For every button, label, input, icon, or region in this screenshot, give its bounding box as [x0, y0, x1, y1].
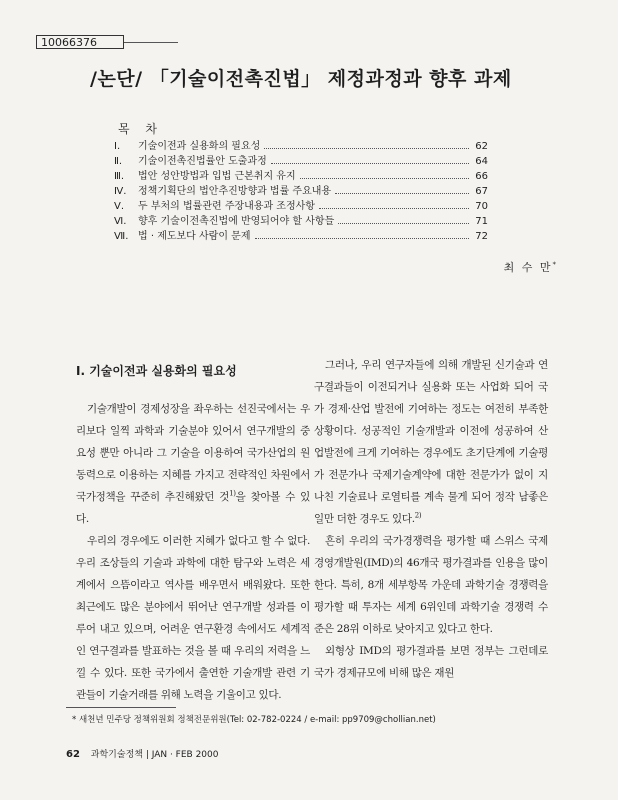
- footnote-ref[interactable]: 1): [229, 489, 236, 498]
- toc-leader-dots: [255, 238, 470, 239]
- toc-leader-dots: [264, 148, 469, 149]
- table-of-contents: [114, 137, 488, 242]
- right-column: [314, 354, 548, 684]
- toc-item-number: Ⅰ.: [114, 141, 121, 152]
- toc-item[interactable]: [114, 227, 488, 242]
- footnote-rule: [66, 707, 176, 708]
- body-paragraph: [76, 398, 310, 530]
- toc-item[interactable]: [114, 137, 488, 152]
- author-name-text: 최 수 만: [503, 261, 553, 274]
- toc-item-title: 향후 기술이전촉진법에 반영되어야 할 사항들: [138, 216, 335, 227]
- toc-item-number: Ⅱ.: [114, 156, 123, 167]
- toc-item-title: 기술이전촉진법률안 도출과정: [138, 156, 267, 167]
- toc-item-page: 62: [475, 141, 488, 152]
- journal-info: 과학기술정책 | JAN · FEB 2000: [90, 750, 219, 760]
- toc-leader-dots: [319, 208, 469, 209]
- paragraph-text: 기술개발이 경제성장을 좌우하는 선진국에서는 우리보다 일찍 과학과 기술분야 있어서 연구개발의 중요성 뿐만 아니라 그 기술을 이용하여 국가산업의 원동력으로 이용하는 지혜를 가지고 전략적인 차원에서 국가정책을 꾸준히 추진해왔던 것: [76, 403, 310, 503]
- body-paragraph: 우리의 경우에도 이러한 지혜가 없다고 할 수 없다. 우리 조상들의 기술과 과학에 대한 탐구와 노력은 세계에서 으뜸이라고 역사를 배우면서 배워왔다. 또한 최근에도 많은 분야에서 뛰어난 연구개발 성과를 이루어 내고 있으며, 어려운 연구환경 속에서도 세계적인 연구결과를 발표하는 것을 볼 때 우리의 저력을 느낄 수 있다. 또한 국가에서 출연한 기술개발 관련 기관들이 기술거래를 위해 노력을 기울이고 있다.: [76, 535, 310, 701]
- toc-item[interactable]: [114, 197, 488, 212]
- page-number: 62: [66, 749, 80, 760]
- toc-item-page: 64: [475, 156, 488, 167]
- toc-item[interactable]: [114, 182, 488, 197]
- toc-item[interactable]: [114, 167, 488, 182]
- section-heading: Ⅰ. 기술이전과 실용화의 필요성: [76, 364, 237, 378]
- author-footnote: * 새천년 민주당 정책위원회 정책전문위원(Tel: 02-782-0224 / e-mail: pp9709@chollian.net): [72, 715, 436, 725]
- toc-item-page: 72: [475, 231, 488, 242]
- toc-item[interactable]: [114, 212, 488, 227]
- toc-item-page: 67: [475, 186, 488, 197]
- toc-leader-dots: [271, 163, 469, 164]
- toc-item-title: 정책기획단의 법안추진방향과 법률 주요내용: [138, 186, 332, 197]
- toc-item-title: 기술이전과 실용화의 필요성: [138, 141, 261, 152]
- toc-item-page: 66: [475, 171, 488, 182]
- paragraph-text-tail: 을 찾아볼 수 있다.: [76, 491, 310, 525]
- toc-leader-dots: [335, 193, 469, 194]
- toc-item-number: Ⅲ.: [114, 171, 125, 182]
- toc-item-number: Ⅴ.: [114, 201, 125, 212]
- toc-item-title: 두 부처의 법률관련 주장내용과 조정사항: [138, 201, 315, 212]
- toc-item-number: Ⅶ.: [114, 231, 129, 242]
- toc-item-page: 70: [475, 201, 488, 212]
- footnote-ref[interactable]: 2): [414, 511, 422, 520]
- header-rule: [124, 42, 178, 43]
- left-column: [76, 398, 310, 706]
- document-id-box: [36, 35, 124, 49]
- toc-item-title: 법 · 제도보다 사람이 문제: [138, 231, 251, 242]
- toc-item-title: 법안 성안방법과 입법 근본취지 유지: [138, 171, 296, 182]
- document-id: 10066376: [41, 36, 97, 49]
- body-paragraph: [314, 354, 548, 530]
- toc-item-number: Ⅵ.: [114, 216, 127, 227]
- toc-item[interactable]: [114, 152, 488, 167]
- body-paragraph: 외형상 IMD의 평가결과를 보면 정부는 그런데로 국가 경제규모에 비해 많은 재원: [314, 645, 548, 679]
- paragraph-text: 그러나, 우리 연구자들에 의해 개발된 신기술과 연구결과들이 이전되거나 실용화 또는 사업화 되어 국가 경제·산업 발전에 기여하는 정도는 여전히 부족한 상황이다. 성공적인 기술개발과 이전에 성공하여 산업발전에 크게 기여하는 경우에도 초기단계에 기술평가 전문가나 국제기술계약에 대한 전문가가 없이 지나친 기술료나 로열티를 계속 물게 되어 정작 남좋은 일만 더한 경우도 있다.: [314, 359, 548, 525]
- author-name: [504, 259, 558, 275]
- toc-leader-dots: [300, 178, 469, 179]
- toc-item-page: 71: [475, 216, 488, 227]
- body-paragraph: 흔히 우리의 국가경쟁력을 평가할 때 스위스 국제경영개발원(IMD)의 46개국 평가결과를 인용을 많이 한다. 특히, 8개 세부항목 가운데 과학기술 경쟁력을 평가할 때 투자는 세계 6위인데 과학기술 경쟁력 수준은 28위 이하로 낮아지고 있다고 한다.: [314, 535, 548, 635]
- toc-heading: 목 차: [118, 122, 163, 136]
- toc-item-number: Ⅳ.: [114, 186, 127, 197]
- author-footnote-mark: *: [552, 260, 558, 269]
- article-title: /논단/ 「기술이전촉진법」 제정과정과 향후 과제: [90, 68, 512, 90]
- toc-leader-dots: [338, 223, 469, 224]
- page-footer: [66, 747, 219, 760]
